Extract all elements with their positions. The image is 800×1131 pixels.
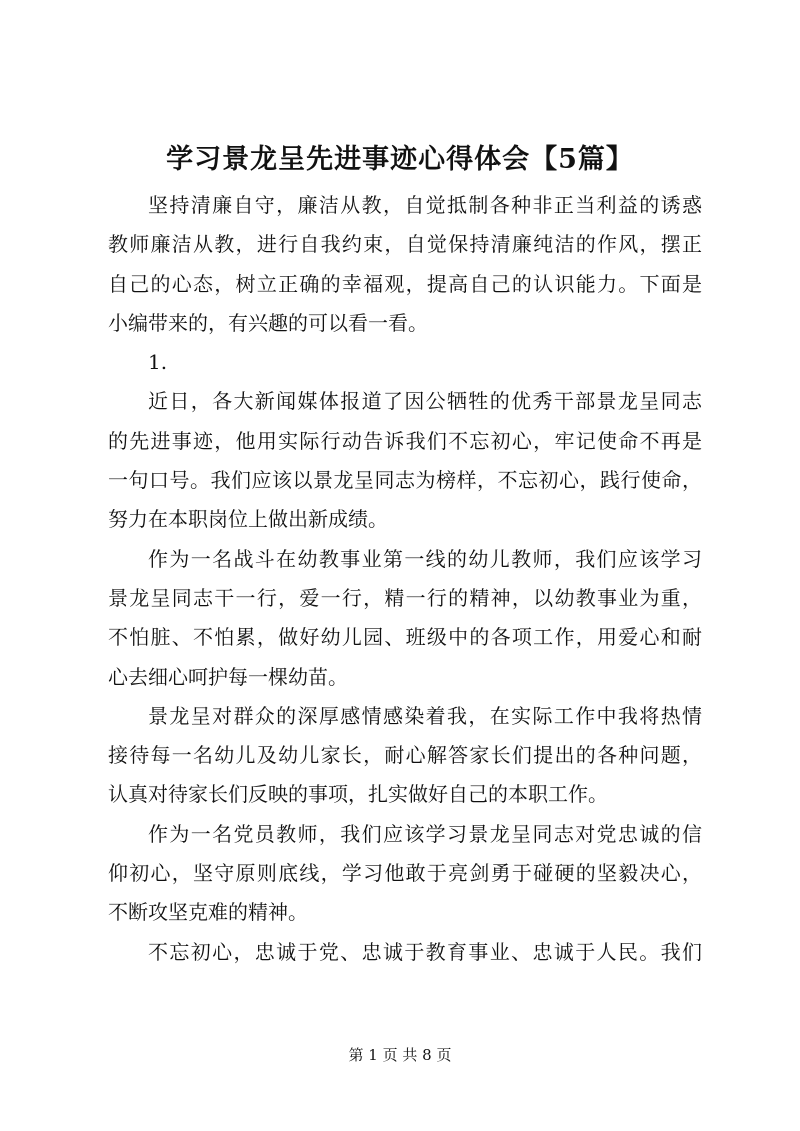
text-line: 努力在本职岗位上做出新成绩。 (108, 507, 388, 532)
text-line: 自己的心态，树立正确的幸福观，提高自己的认识能力。下面是 (108, 271, 702, 296)
text-line: 认真对待家长们反映的事项，扎实做好自己的本职工作。 (108, 782, 608, 807)
text-line: 教师廉洁从教，进行自我约束，自觉保持清廉纯洁的作风，摆正 (108, 232, 702, 257)
text-line: 仰初心，坚守原则底线，学习他敢于亮剑勇于碰硬的坚毅决心， (108, 861, 702, 886)
text-line: 作为一名党员教师，我们应该学习景龙呈同志对党忠诚的信 (148, 821, 702, 846)
document-body (108, 186, 702, 972)
text-line: 接待每一名幼儿及幼儿家长，耐心解答家长们提出的各种问题， (108, 743, 702, 768)
text-line: 小编带来的，有兴趣的可以看一看。 (108, 310, 428, 335)
text-line: 心去细心呵护每一棵幼苗。 (108, 664, 348, 689)
text-line: 1. (148, 350, 168, 375)
text-line: 景龙呈同志干一行，爱一行，精一行的精神，以幼教事业为重， (108, 585, 702, 610)
text-line: 不断攻坚克难的精神。 (108, 900, 308, 925)
text-line: 作为一名战斗在幼教事业第一线的幼儿教师，我们应该学习 (148, 546, 702, 571)
page-footer: 第 1 页 共 8 页 (348, 1046, 452, 1064)
text-line: 不忘初心，忠诚于党、忠诚于教育事业、忠诚于人民。我们 (148, 939, 702, 964)
document-title: 学习景龙呈先进事迹心得体会【5篇】 (166, 144, 634, 175)
text-line: 一句口号。我们应该以景龙呈同志为榜样，不忘初心，践行使命， (108, 468, 702, 493)
text-line: 近日，各大新闻媒体报道了因公牺牲的优秀干部景龙呈同志 (148, 389, 702, 414)
text-line: 坚持清廉自守，廉洁从教，自觉抵制各种非正当利益的诱惑 (148, 193, 702, 217)
text-line: 不怕脏、不怕累，做好幼儿园、班级中的各项工作，用爱心和耐 (108, 625, 702, 650)
text-line: 的先进事迹，他用实际行动告诉我们不忘初心，牢记使命不再是 (108, 428, 702, 453)
text-line: 景龙呈对群众的深厚感情感染着我，在实际工作中我将热情 (148, 703, 702, 728)
